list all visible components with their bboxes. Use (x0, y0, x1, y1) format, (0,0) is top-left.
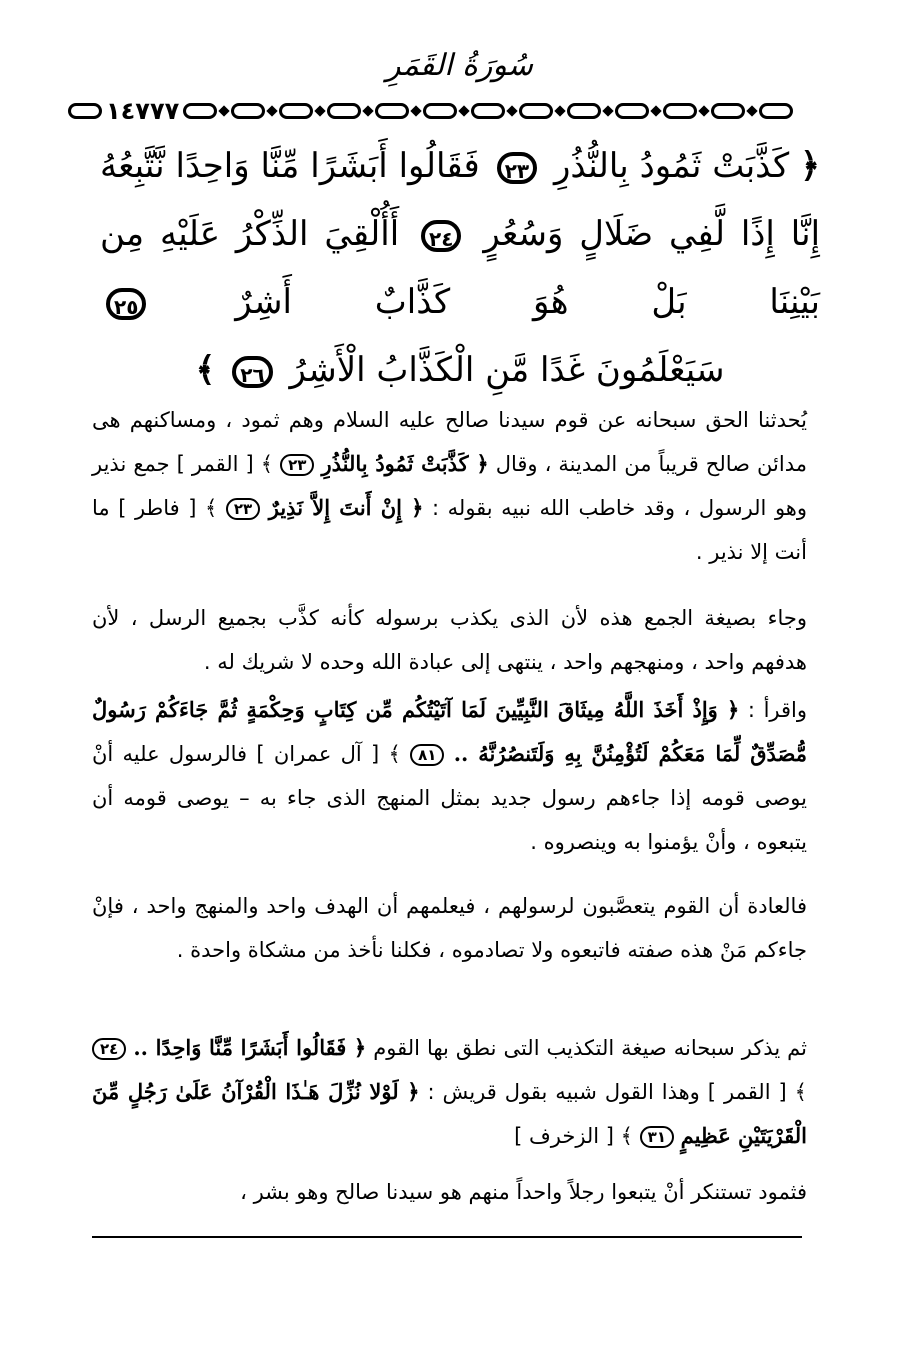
ayah-number-badge: ٢٤ (421, 220, 461, 252)
paragraph-text: فالعادة أن القوم يتعصَّبون لرسولهم ، فيعلمهم أن الهدف واحد والمنهج واحد ، فإنْ جاءكم مَنْ هذه صفته فاتبعوه ولا تصادموه ، فكلنا نأخذ من مشكاة واحدة . (92, 894, 807, 962)
verse-text: فَقَالُوا أَبَشَرًا مِّنَّا وَاحِدًا نَّتَّبِعُهُ إِنَّا إِذًا لَّفِي ضَلَالٍ وَسُعُرٍ (100, 146, 821, 254)
commentary-paragraph-2 (92, 596, 807, 684)
commentary-paragraph-5 (92, 1026, 807, 1158)
paragraph-text: فثمود تستنكر أنْ يتبعوا رجلاً واحداً منهم هو سيدنا صالح وهو بشر ، (240, 1180, 807, 1204)
verse-text: سَيَعْلَمُونَ غَدًا مَّنِ الْكَذَّابُ الْأَشِرُ (289, 350, 725, 390)
verse-text: أَأُلْقِيَ الذِّكْرُ عَلَيْهِ مِن بَيْنِنَا بَلْ هُوَ كَذَّابٌ أَشِرٌ (100, 214, 820, 322)
quran-quote: ﴿ كَذَّبَتْ ثَمُودُ بِالنُّذُرِ (321, 451, 489, 476)
ornament-oval (68, 103, 102, 119)
footer-rule (92, 1236, 802, 1238)
page-number: ١٤٧٧٧ (106, 97, 180, 125)
paragraph-text: واقرأ : (747, 698, 807, 722)
quran-quote: ﴿ لَوْلا نُزِّلَ هَـٰذَا الْقُرْآنُ عَلَىٰ رَجُلٍ مِّنَ الْقَرْيَتَيْنِ عَظِيمٍ (92, 1079, 807, 1148)
ayah-number-badge: ٢٤ (92, 1038, 126, 1060)
surah-title: سُورَةُ القَمَرِ (386, 48, 533, 83)
paragraph-text: ﴾ [ القمر ] جمع نذير وهو الرسول ، وقد خاطب الله نبيه بقوله : (92, 452, 808, 520)
quran-quote: ﴿ إِنْ أَنتَ إِلاَّ نَذِيرٌ (268, 495, 424, 520)
paragraph-text: ﴾ [ فاطر ] ما أنت إلا نذير . (92, 496, 807, 564)
commentary-paragraph-3 (92, 688, 807, 864)
quran-line (100, 336, 820, 404)
ayah-number-badge: ٢٣ (497, 152, 537, 184)
close-bracket: ﴾ (195, 350, 216, 390)
paragraph-text: ﴾ [ آل عمران ] فالرسول عليه أنْ يوصى قومه إذا جاءهم رسول جديد بمثل المنهج الذى جاء به – يوصى قومه أن يتبعوه ، وأنْ يؤمنوا به وينصروه . (92, 742, 807, 854)
ornament-chain (183, 103, 838, 119)
ayah-number-badge: ٢٥ (106, 288, 146, 320)
commentary-paragraph-6 (92, 1170, 807, 1214)
ayah-number-badge: ٢٦ (232, 356, 272, 388)
ayah-number-badge: ٢٣ (280, 454, 314, 476)
paragraph-text: ﴾ [ الزخرف ] (514, 1124, 633, 1148)
paragraph-text: يُحدثنا الحق سبحانه عن قوم سيدنا صالح عليه السلام وهم ثمود ، ومساكنهم هى مدائن صالح قريباً من المدينة ، وقال (92, 408, 807, 476)
quran-verses (100, 132, 820, 404)
ornament-border (68, 96, 838, 126)
verse-text: كَذَّبَتْ ثَمُودُ بِالنُّذُرِ (554, 146, 790, 186)
ayah-number-badge: ٣١ (640, 1126, 674, 1148)
paragraph-text: وجاء بصيغة الجمع هذه لأن الذى يكذب برسوله كأنه كذَّب بجميع الرسل ، لأن هدفهم واحد ، ومنهجهم واحد ، ينتهى إلى عبادة الله وحده لا شريك له . (92, 606, 807, 674)
quran-line (100, 132, 820, 336)
quran-quote: ﴿ وَإِذْ أَخَذَ اللَّهُ مِيثَاقَ النَّبِيِّينَ لَمَا آتَيْتُكُم مِّن كِتَابٍ وَحِكْمَةٍ ثُمَّ جَاءَكُمْ رَسُولٌ مُّصَدِّقٌ لِّمَا مَعَكُمْ لَتُؤْمِنُنَّ بِهِ وَلَتَنصُرُنَّهُ .. (92, 697, 807, 766)
paragraph-text: ثم يذكر سبحانه صيغة التكذيب التى نطق بها القوم (373, 1036, 808, 1060)
paragraph-text: ﴾ [ القمر ] وهذا القول شبيه بقول قريش : (427, 1080, 807, 1104)
open-bracket: ﴿ (800, 146, 820, 186)
commentary-paragraph-1 (92, 398, 807, 574)
ayah-number-badge: ٢٣ (226, 498, 260, 520)
ayah-number-badge: ٨١ (410, 744, 444, 766)
commentary-paragraph-4 (92, 884, 807, 972)
quran-quote: ﴿ فَقَالُوا أَبَشَرًا مِّنَّا وَاحِدًا .. (133, 1035, 367, 1060)
